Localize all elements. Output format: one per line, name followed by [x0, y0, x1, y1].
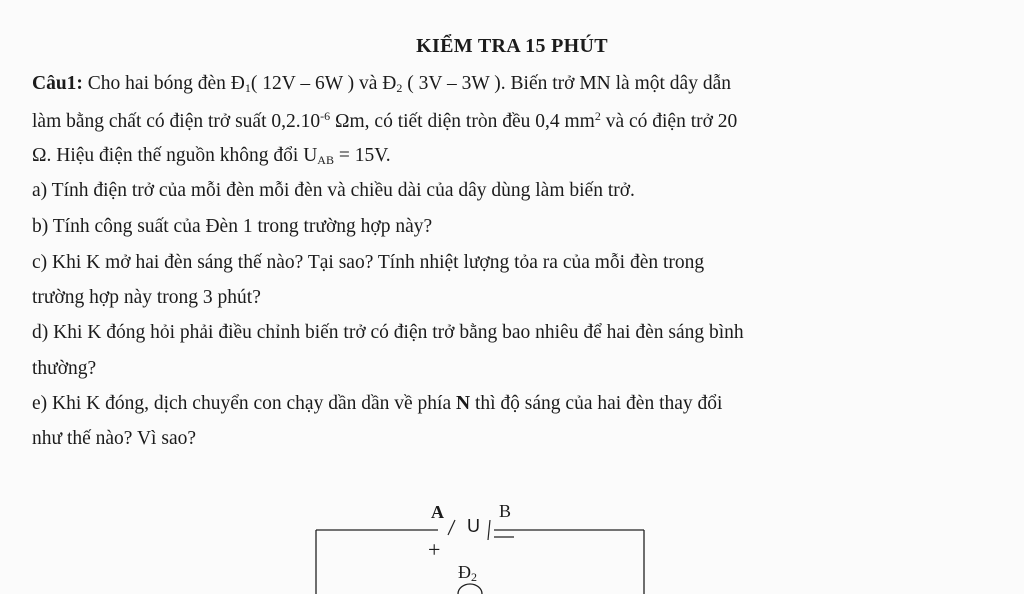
q1-text: Cho hai bóng đèn Đ: [82, 73, 245, 94]
source-terminal-left: [448, 520, 455, 535]
page-title: KIỂM TRA 15 PHÚT: [416, 35, 608, 57]
source-terminal-right: [488, 520, 490, 540]
terminal-a-label: A: [431, 502, 444, 522]
item-d-line-2: thường?: [32, 358, 97, 379]
q1-text: làm bằng chất có điện trở suất 0,2.10: [32, 111, 321, 132]
item-d-line-1: d) Khi K đóng hỏi phải điều chỉnh biến trở có điện trở bằng bao nhiêu để hai đèn sáng bình: [32, 322, 744, 343]
subscript: 1: [244, 81, 251, 95]
q1-text: Ωm, có tiết diện tròn đều 0,4 mm: [330, 111, 595, 132]
q1-text: ( 12V – 6W ) và Đ: [250, 73, 397, 94]
lamp-label-text: Đ: [458, 562, 471, 582]
subscript: 2: [471, 570, 477, 584]
item-e-text: thì độ sáng của hai đèn thay đổi: [470, 393, 723, 414]
terminal-b-label: B: [499, 501, 512, 521]
lamp-d2-label: [458, 562, 477, 583]
lamp-symbol: [458, 584, 482, 594]
question-1-line-2: [32, 111, 737, 133]
superscript: -6: [320, 109, 331, 123]
voltage-label: U: [467, 516, 480, 536]
q1-text: = 15V.: [333, 145, 391, 166]
q1-text: Ω. Hiệu điện thế nguồn không đổi U: [32, 145, 318, 166]
item-a: a) Tính điện trở của mỗi đèn mỗi đèn và chiều dài của dây dùng làm biến trở.: [32, 180, 635, 201]
subscript: 2: [396, 81, 403, 95]
item-c-line-2: trường hợp này trong 3 phút?: [32, 287, 261, 308]
question-1-label: Câu1:: [32, 73, 83, 94]
item-e-line-2: như thế nào? Vì sao?: [32, 428, 196, 449]
item-c-line-1: c) Khi K mở hai đèn sáng thế nào? Tại sao? Tính nhiệt lượng tỏa ra của mỗi đèn trong: [32, 252, 705, 273]
question-1-line-3: [32, 145, 391, 167]
item-e-line-1: [32, 393, 722, 415]
item-e-bold: N: [456, 393, 471, 414]
q1-text: và có điện trở 20: [600, 111, 738, 132]
plus-sign-label: +: [428, 537, 441, 562]
superscript: 2: [594, 109, 601, 123]
q1-text: ( 3V – 3W ). Biến trở MN là một dây dẫn: [402, 73, 731, 94]
item-b: b) Tính công suất của Đèn 1 trong trường hợp này?: [32, 216, 433, 237]
item-e-text: e) Khi K đóng, dịch chuyển con chạy dần dần về phía: [32, 393, 456, 414]
question-1-line-1: [32, 73, 731, 95]
subscript: AB: [317, 153, 334, 167]
